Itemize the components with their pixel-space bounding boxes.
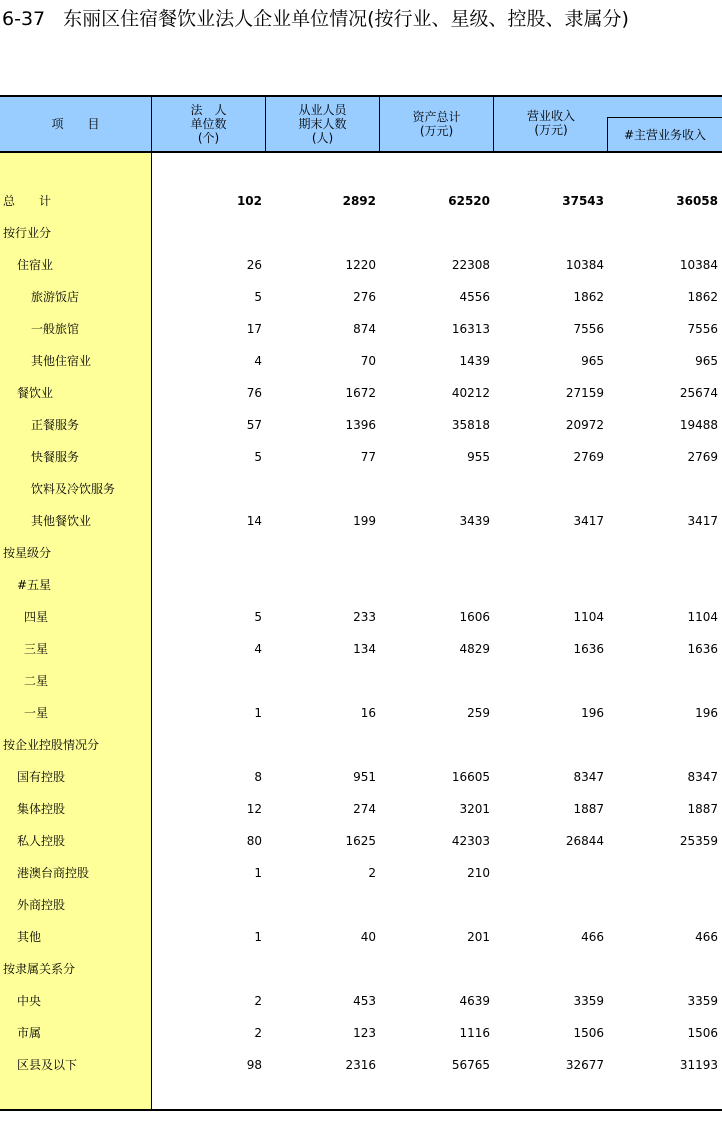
row-label: 四星 <box>24 610 49 624</box>
row-value: 102 <box>236 194 262 208</box>
row-value: 19488 <box>679 418 718 432</box>
row-value: 77 <box>360 450 376 464</box>
row-value: 57 <box>246 418 262 432</box>
table-row <box>0 409 722 441</box>
row-value: 26 <box>246 258 262 272</box>
row-label: 港澳台商控股 <box>17 866 90 880</box>
row-value: 2316 <box>345 1058 376 1072</box>
row-label: 快餐服务 <box>31 450 80 464</box>
row-value: 1 <box>254 930 262 944</box>
table-title <box>2 6 720 32</box>
row-label: 按隶属关系分 <box>3 962 76 976</box>
row-value: 22308 <box>451 258 490 272</box>
row-value: 3439 <box>459 514 490 528</box>
row-value: 210 <box>467 866 490 880</box>
row-value: 1116 <box>459 1026 490 1040</box>
row-value: 25674 <box>679 386 718 400</box>
row-value: 98 <box>246 1058 262 1072</box>
row-value: 1104 <box>687 610 718 624</box>
row-label: 正餐服务 <box>31 418 80 432</box>
table-row <box>0 217 722 249</box>
row-label: 其他住宿业 <box>31 354 92 368</box>
row-value: 16 <box>360 706 376 720</box>
row-value: 10384 <box>565 258 604 272</box>
table-row <box>0 665 722 697</box>
row-value: 1862 <box>573 290 604 304</box>
table-bottom-border <box>0 1109 722 1111</box>
header-units: 法 人 单位数 (个) <box>152 97 266 151</box>
row-label: 其他 <box>17 930 42 944</box>
table-row <box>0 825 722 857</box>
row-value: 3417 <box>687 514 718 528</box>
table-row <box>0 1049 722 1081</box>
row-value: 1 <box>254 706 262 720</box>
row-value: 4556 <box>459 290 490 304</box>
row-value: 8347 <box>687 770 718 784</box>
row-value: 1636 <box>573 642 604 656</box>
row-value: 196 <box>581 706 604 720</box>
table-row <box>0 1017 722 1049</box>
row-label: 旅游饭店 <box>31 290 80 304</box>
row-value: 965 <box>695 354 718 368</box>
row-label: 私人控股 <box>17 834 66 848</box>
row-value: 26844 <box>565 834 604 848</box>
row-value: 56765 <box>451 1058 490 1072</box>
header-assets: 资产总计 (万元) <box>380 97 494 151</box>
row-value: 3201 <box>459 802 490 816</box>
row-value: 1606 <box>459 610 490 624</box>
row-value: 8347 <box>573 770 604 784</box>
row-value: 1506 <box>687 1026 718 1040</box>
table-row <box>0 601 722 633</box>
row-value: 1636 <box>687 642 718 656</box>
row-value: 80 <box>246 834 262 848</box>
table-body <box>0 185 722 1081</box>
row-value: 1220 <box>345 258 376 272</box>
row-label: 三星 <box>24 642 49 656</box>
row-value: 1887 <box>573 802 604 816</box>
row-value: 35818 <box>451 418 490 432</box>
row-value: 62520 <box>448 194 490 208</box>
row-value: 1625 <box>345 834 376 848</box>
row-label: 集体控股 <box>17 802 66 816</box>
table-row <box>0 793 722 825</box>
row-value: 7556 <box>573 322 604 336</box>
row-value: 965 <box>581 354 604 368</box>
row-value: 3359 <box>573 994 604 1008</box>
row-value: 453 <box>353 994 376 1008</box>
table-row <box>0 633 722 665</box>
table-title-text: 东丽区住宿餐饮业法人企业单位情况(按行业、星级、控股、隶属分) <box>63 8 629 30</box>
row-value: 12 <box>246 802 262 816</box>
row-value: 4639 <box>459 994 490 1008</box>
table-row <box>0 953 722 985</box>
row-value: 76 <box>246 386 262 400</box>
table-row <box>0 505 722 537</box>
row-label: 市属 <box>17 1026 42 1040</box>
row-value: 1 <box>254 866 262 880</box>
row-value: 874 <box>353 322 376 336</box>
row-value: 8 <box>254 770 262 784</box>
table-row <box>0 345 722 377</box>
row-value: 14 <box>246 514 262 528</box>
row-label: 中央 <box>17 994 42 1008</box>
row-value: 1104 <box>573 610 604 624</box>
row-label: 区县及以下 <box>17 1058 78 1072</box>
row-value: 134 <box>353 642 376 656</box>
row-value: 2 <box>254 994 262 1008</box>
table-row <box>0 569 722 601</box>
row-label: 餐饮业 <box>17 386 54 400</box>
row-label: 二星 <box>24 674 49 688</box>
table-row <box>0 921 722 953</box>
table-row <box>0 537 722 569</box>
table-row <box>0 761 722 793</box>
row-value: 2 <box>254 1026 262 1040</box>
header-revenue: 营业收入 (万元) <box>526 109 575 137</box>
row-value: 40212 <box>451 386 490 400</box>
row-value: 1396 <box>345 418 376 432</box>
row-value: 2892 <box>342 194 376 208</box>
table-row <box>0 313 722 345</box>
table-row <box>0 249 722 281</box>
row-value: 37543 <box>562 194 604 208</box>
row-value: 5 <box>254 450 262 464</box>
row-value: 70 <box>360 354 376 368</box>
table-row <box>0 697 722 729</box>
row-value: 20972 <box>565 418 604 432</box>
header-main-revenue: #主营业务收入 <box>607 117 722 151</box>
row-value: 27159 <box>565 386 604 400</box>
row-value: 3359 <box>687 994 718 1008</box>
row-value: 4 <box>254 354 262 368</box>
row-value: 10384 <box>679 258 718 272</box>
row-value: 25359 <box>679 834 718 848</box>
row-value: 466 <box>581 930 604 944</box>
header-item: 项 目 <box>0 97 152 151</box>
row-label: 按星级分 <box>3 546 52 560</box>
row-value: 276 <box>353 290 376 304</box>
row-value: 1887 <box>687 802 718 816</box>
row-value: 17 <box>246 322 262 336</box>
row-value: 123 <box>353 1026 376 1040</box>
statistics-table <box>0 95 722 1113</box>
row-value: 3417 <box>573 514 604 528</box>
row-value: 5 <box>254 290 262 304</box>
row-value: 1862 <box>687 290 718 304</box>
row-value: 40 <box>360 930 376 944</box>
table-header <box>0 95 722 153</box>
row-value: 233 <box>353 610 376 624</box>
row-value: 31193 <box>679 1058 718 1072</box>
row-label: 饮料及冷饮服务 <box>31 482 116 496</box>
row-value: 199 <box>353 514 376 528</box>
row-value: 1439 <box>459 354 490 368</box>
row-value: 2769 <box>573 450 604 464</box>
table-row <box>0 857 722 889</box>
table-row <box>0 473 722 505</box>
row-label: 国有控股 <box>17 770 66 784</box>
row-value: 16605 <box>451 770 490 784</box>
row-value: 42303 <box>451 834 490 848</box>
row-value: 4829 <box>459 642 490 656</box>
header-employees: 从业人员 期末人数 (人) <box>266 97 380 151</box>
row-value: 951 <box>353 770 376 784</box>
row-label: 一星 <box>24 706 49 720</box>
row-label: 住宿业 <box>17 258 54 272</box>
row-value: 16313 <box>451 322 490 336</box>
table-row <box>0 985 722 1017</box>
row-value: 201 <box>467 930 490 944</box>
row-label: 总 计 <box>3 194 52 208</box>
row-value: 2769 <box>687 450 718 464</box>
table-row <box>0 281 722 313</box>
row-value: 7556 <box>687 322 718 336</box>
row-value: 4 <box>254 642 262 656</box>
table-row <box>0 889 722 921</box>
table-row <box>0 185 722 217</box>
table-row <box>0 441 722 473</box>
row-value: 2 <box>368 866 376 880</box>
row-value: 466 <box>695 930 718 944</box>
row-label: 按企业控股情况分 <box>3 738 100 752</box>
row-label: 按行业分 <box>3 226 52 240</box>
table-row <box>0 729 722 761</box>
row-value: 5 <box>254 610 262 624</box>
row-label: #五星 <box>17 578 52 592</box>
row-value: 1672 <box>345 386 376 400</box>
row-value: 36058 <box>676 194 718 208</box>
row-label: 外商控股 <box>17 898 66 912</box>
row-label: 其他餐饮业 <box>31 514 92 528</box>
row-value: 32677 <box>565 1058 604 1072</box>
table-number: 6-37 <box>2 8 46 30</box>
table-row <box>0 377 722 409</box>
row-value: 1506 <box>573 1026 604 1040</box>
row-value: 274 <box>353 802 376 816</box>
row-label: 一般旅馆 <box>31 322 80 336</box>
row-value: 955 <box>467 450 490 464</box>
row-value: 259 <box>467 706 490 720</box>
row-value: 196 <box>695 706 718 720</box>
